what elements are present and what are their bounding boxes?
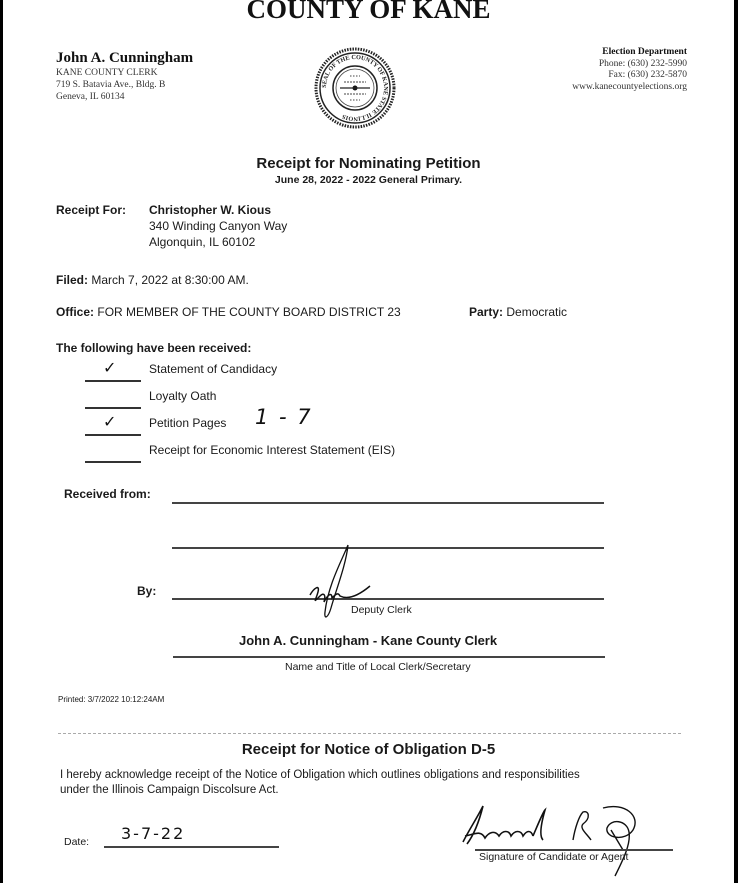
clerk-full-title: John A. Cunningham - Kane County Clerk xyxy=(239,633,498,648)
clerk-caption: Name and Title of Local Clerk/Secretary xyxy=(285,661,471,673)
clerk-address-line1: 719 S. Batavia Ave., Bldg. B xyxy=(56,80,166,90)
received-heading: The following have been received: xyxy=(56,341,252,355)
candidate-address-line1: 340 Winding Canyon Way xyxy=(149,219,288,233)
receipt-for-label: Receipt For: xyxy=(56,203,127,217)
election-department-info xyxy=(572,47,687,93)
party-value: Democratic xyxy=(506,305,568,319)
obligation-title: Receipt for Notice of Obligation D-5 xyxy=(241,741,496,758)
department-website: www.kanecountyelections.org xyxy=(572,81,687,92)
date-label: Date: xyxy=(64,836,90,848)
clerk-address-line2: Geneva, IL 60134 xyxy=(56,92,125,102)
handwritten-date: 3-7-22 xyxy=(121,824,186,843)
department-phone: Phone: (630) 232-5990 xyxy=(598,58,687,69)
handwritten-page-range: 1 - 7 xyxy=(255,405,313,429)
deputy-clerk-signature xyxy=(298,540,398,630)
obligation-body-line1: I hereby acknowledge receipt of the Notice of Obligation which outlines obligations and responsibilities xyxy=(60,769,580,781)
received-from-line xyxy=(172,502,604,504)
check-line xyxy=(85,407,141,409)
received-item-label: Receipt for Economic Interest Statement (EIS) xyxy=(149,443,396,457)
candidate-address-line2: Algonquin, IL 60102 xyxy=(149,235,256,249)
by-label: By: xyxy=(137,584,157,598)
office-value: FOR MEMBER OF THE COUNTY BOARD DISTRICT 23 xyxy=(97,305,401,319)
received-item-label: Statement of Candidacy xyxy=(149,362,278,376)
county-title: COUNTY OF KANE xyxy=(246,0,491,24)
received-item-label: Loyalty Oath xyxy=(149,389,217,403)
department-fax: Fax: (630) 232-5870 xyxy=(608,70,687,80)
checkmark-icon: ✓ xyxy=(103,414,117,431)
candidate-signature xyxy=(455,800,665,883)
tear-line xyxy=(58,733,681,734)
office-row xyxy=(56,305,401,319)
receipt-subtitle: June 28, 2022 - 2022 General Primary. xyxy=(274,174,463,186)
candidate-name: Christopher W. Kious xyxy=(149,203,272,217)
county-seal-icon xyxy=(314,47,396,129)
clerk-title: KANE COUNTY CLERK xyxy=(56,68,158,78)
check-line xyxy=(85,461,141,463)
date-line xyxy=(104,846,279,848)
filed-label: Filed: xyxy=(56,273,88,287)
signature-caption: Signature of Candidate or Agent xyxy=(479,851,629,863)
printed-timestamp: Printed: 3/7/2022 10:12:24AM xyxy=(58,695,165,704)
clerk-info xyxy=(56,50,193,103)
filed-value: March 7, 2022 at 8:30:00 AM. xyxy=(91,273,249,287)
party-row xyxy=(469,305,567,319)
clerk-name: John A. Cunningham xyxy=(56,50,194,66)
checkmark-icon: ✓ xyxy=(103,360,117,377)
check-line xyxy=(85,434,141,436)
filed-row xyxy=(56,273,249,287)
seal-text: SEAL OF THE COUNTY OF KANE STATE ILLINOIS xyxy=(320,53,390,123)
received-item-label: Petition Pages xyxy=(149,416,227,430)
office-label: Office: xyxy=(56,305,95,319)
department-name: Election Department xyxy=(602,47,687,57)
obligation-body-line2: under the Illinois Campaign Discolsure Act. xyxy=(60,784,279,796)
clerk-name-line xyxy=(173,656,605,658)
check-line xyxy=(85,380,141,382)
receipt-title: Receipt for Nominating Petition xyxy=(256,155,481,172)
received-from-label: Received from: xyxy=(64,487,151,501)
party-label: Party: xyxy=(469,305,504,319)
document-page xyxy=(3,0,734,883)
deputy-clerk-caption: Deputy Clerk xyxy=(351,604,412,616)
